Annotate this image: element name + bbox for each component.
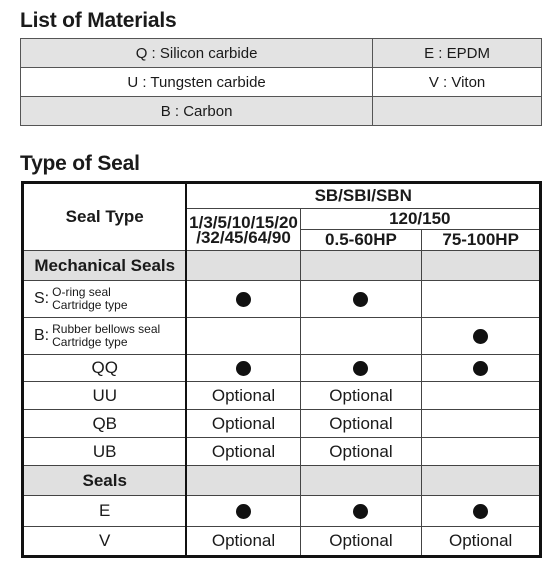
table-row [23, 355, 541, 382]
section-row [23, 466, 541, 496]
material-cell: U : Tungsten carbide [21, 68, 373, 97]
seal-desc: O-ring seal [52, 285, 111, 299]
section-label: Seals [23, 466, 187, 496]
seal-label: QQ [23, 355, 187, 382]
cell: Optional [186, 410, 300, 438]
seal-desc: Cartridge type [52, 335, 128, 349]
table-row [23, 438, 541, 466]
cell: Optional [300, 438, 422, 466]
seal-label: QB [23, 410, 187, 438]
group-header: SB/SBI/SBN [186, 183, 540, 209]
seal-label: E [23, 496, 187, 527]
cell [300, 318, 422, 355]
cell [186, 318, 300, 355]
table-row [23, 382, 541, 410]
seal-desc: Rubber bellows seal [52, 322, 161, 336]
filled-dot-icon [473, 504, 488, 519]
seal-label: UB [23, 438, 187, 466]
table-row [21, 39, 542, 68]
cell [186, 496, 300, 527]
cell: Optional [300, 527, 422, 557]
seal-type-header: Seal Type [23, 183, 187, 251]
cell [422, 318, 541, 355]
seal-type-title: Type of Seal [20, 152, 140, 175]
cell [300, 496, 422, 527]
cell [422, 496, 541, 527]
materials-title: List of Materials [20, 9, 177, 32]
cell: Optional [422, 527, 541, 557]
filled-dot-icon [353, 504, 368, 519]
filled-dot-icon [236, 292, 251, 307]
cell: Optional [186, 527, 300, 557]
cell [300, 355, 422, 382]
filled-dot-icon [236, 504, 251, 519]
materials-table [20, 38, 542, 126]
section-label: Mechanical Seals [23, 251, 187, 281]
cell: Optional [186, 438, 300, 466]
table-row [23, 410, 541, 438]
table-row [23, 527, 541, 557]
table-row [23, 318, 541, 355]
seal-label: UU [23, 382, 187, 410]
material-cell: V : Viton [373, 68, 542, 97]
cell [186, 355, 300, 382]
table-row [23, 496, 541, 527]
filled-dot-icon [353, 292, 368, 307]
seal-letter: B: [34, 327, 50, 344]
material-cell: E : EPDM [373, 39, 542, 68]
table-row [21, 97, 542, 126]
cell [186, 281, 300, 318]
filled-dot-icon [236, 361, 251, 376]
cell [422, 355, 541, 382]
col3-header: 75-100HP [422, 230, 541, 251]
cell [300, 281, 422, 318]
cell [422, 281, 541, 318]
col1-header: 1/3/5/10/15/20 /32/45/64/90 [186, 209, 300, 251]
cell: Optional [300, 410, 422, 438]
table-row [21, 68, 542, 97]
cell: Optional [300, 382, 422, 410]
section-row [23, 251, 541, 281]
col2-header: 0.5-60HP [300, 230, 422, 251]
filled-dot-icon [473, 329, 488, 344]
material-cell: B : Carbon [21, 97, 373, 126]
cell [422, 382, 541, 410]
cell [422, 438, 541, 466]
group2-header: 120/150 [300, 209, 540, 230]
filled-dot-icon [353, 361, 368, 376]
seal-type-table [21, 181, 542, 558]
seal-label: V [23, 527, 187, 557]
table-row [23, 281, 541, 318]
cell: Optional [186, 382, 300, 410]
header-row [23, 183, 541, 209]
seal-desc: Cartridge type [52, 298, 128, 312]
material-cell [373, 97, 542, 126]
cell [422, 410, 541, 438]
material-cell: Q : Silicon carbide [21, 39, 373, 68]
seal-letter: S: [34, 290, 50, 307]
filled-dot-icon [473, 361, 488, 376]
